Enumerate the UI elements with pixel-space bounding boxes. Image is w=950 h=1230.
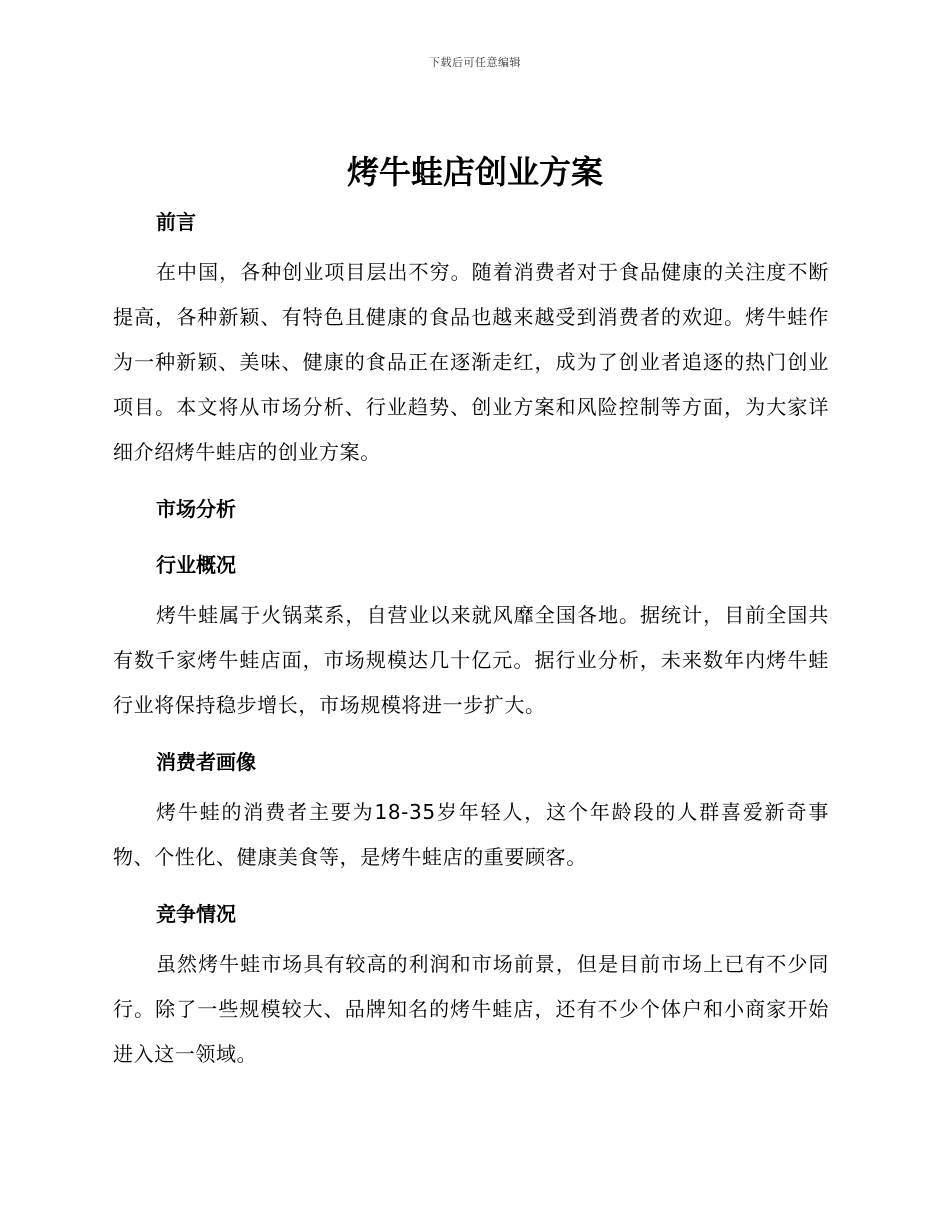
section-heading-industry: 行业概况 (156, 553, 236, 577)
page-header-note: 下载后可任意编辑 (429, 56, 521, 69)
paragraph-consumer: 烤牛蛙的消费者主要为18-35岁年轻人，这个年龄段的人群喜爱新奇事物、个性化、健康美食等，是烤牛蛙店的重要顾客。 (113, 800, 829, 869)
document-body (113, 200, 829, 1077)
document-title: 烤牛蛙店创业方案 (346, 153, 603, 191)
section-heading-preface: 前言 (156, 210, 196, 234)
section-heading-market: 市场分析 (156, 497, 236, 521)
paragraph-preface: 在中国，各种创业项目层出不穷。随着消费者对于食品健康的关注度不断提高，各种新颖、有特色且健康的食品也越来越受到消费者的欢迎。烤牛蛙作为一种新颖、美味、健康的食品正在逐渐走红，成为了创业者追逐的热门创业项目。本文将从市场分析、行业趋势、创业方案和风险控制等方面，为大家详细介绍烤牛蛙店的创业方案。 (113, 260, 829, 464)
section-heading-competition: 竞争情况 (156, 902, 236, 926)
section-heading-consumer: 消费者画像 (156, 750, 256, 774)
paragraph-industry: 烤牛蛙属于火锅菜系，自营业以来就风靡全国各地。据统计，目前全国共有数千家烤牛蛙店面，市场规模达几十亿元。据行业分析，未来数年内烤牛蛙行业将保持稳步增长，市场规模将进一步扩大。 (113, 603, 829, 717)
paragraph-competition: 虽然烤牛蛙市场具有较高的利润和市场前景，但是目前市场上已有不少同行。除了一些规模较大、品牌知名的烤牛蛙店，还有不少个体户和小商家开始进入这一领域。 (113, 952, 829, 1066)
